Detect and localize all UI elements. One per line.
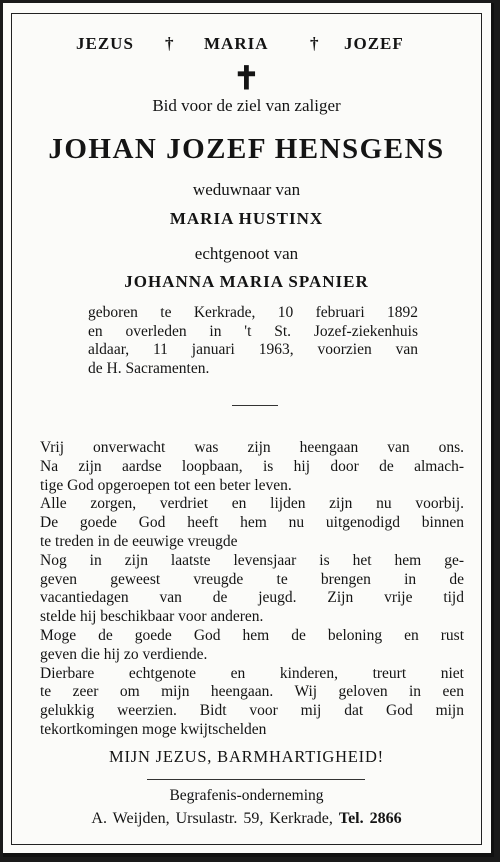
heading-jozef: JOZEF <box>344 34 404 53</box>
text-line: Na zijn aardse loopbaan, is hij door de almach- <box>40 457 464 475</box>
heading-jezus: JEZUS <box>76 34 134 53</box>
text-line: tekortkomingen moge kwijtschelden <box>40 720 267 738</box>
text-line: gelukkig weerzien. Bidt voor mij dat God mijn <box>40 702 464 720</box>
undertaker-address: A. Weijden, Ursulastr. 59, Kerkrade, <box>91 810 333 827</box>
bio-line: aldaar, 11 januari 1963, voorzien van <box>88 341 418 358</box>
heading-cross-1: † <box>165 34 175 53</box>
text-line: De goede God heeft hem nu uitgenodigd binnen <box>40 514 464 532</box>
biography <box>88 304 418 378</box>
cross-icon: ✝ <box>233 60 260 96</box>
bio-line: de H. Sacramenten. <box>88 359 210 377</box>
deceased-name: JOHAN JOZEF HENSGENS <box>48 133 445 165</box>
relation-widower: weduwnaar van <box>192 180 301 199</box>
memorial-card <box>3 3 494 857</box>
memorial-text <box>40 439 464 740</box>
text-line: Moge de goede God hem de beloning en rust <box>40 626 464 644</box>
text-line: geven geweest vreugde te brengen in de <box>40 570 464 588</box>
heading-cross-2: † <box>310 34 320 53</box>
text-line: vacantiedagen van de jeugd. Zijn vrije tijd <box>40 589 464 607</box>
divider <box>232 405 278 406</box>
undertaker-label: Begrafenis-onderneming <box>169 787 324 804</box>
text-line: te treden in de eeuwige vreugde <box>40 532 238 550</box>
bio-line: en overleden in 't St. Jozef-ziekenhuis <box>88 322 418 340</box>
text-line: Alle zorgen, verdriet en lijden zijn nu voorbij. <box>40 495 464 513</box>
undertaker-phone: Tel. 2866 <box>338 810 402 827</box>
text-line: tige God opgeroepen tot een beter leven. <box>40 476 292 494</box>
closing-prayer: MIJN JEZUS, BARMHARTIGHEID! <box>109 747 384 766</box>
text-line: Nog in zijn laatste levensjaar is het hem ge- <box>40 551 464 569</box>
undertaker-divider <box>147 779 365 780</box>
prayer-intro: Bid voor de ziel van zaliger <box>152 96 341 115</box>
first-spouse-name: MARIA HUSTINX <box>169 209 324 228</box>
text-line: Dierbare echtgenote en kinderen, treurt niet <box>40 664 464 682</box>
bio-line: geboren te Kerkrade, 10 februari 1892 <box>88 304 418 321</box>
undertaker-address-line <box>12 810 481 828</box>
text-line: geven die hij zo verdiende. <box>40 645 208 663</box>
text-line: stelde hij beschikbaar voor anderen. <box>40 608 264 626</box>
second-spouse-name: JOHANNA MARIA SPANIER <box>124 272 369 291</box>
card-border <box>11 13 482 845</box>
text-line: Vrij onverwacht was zijn heengaan van ons. <box>40 439 464 456</box>
heading-maria: MARIA <box>204 34 269 53</box>
text-line: te zeer om mijn heengaan. Wij geloven in een <box>40 683 464 701</box>
relation-husband: echtgenoot van <box>194 244 299 263</box>
